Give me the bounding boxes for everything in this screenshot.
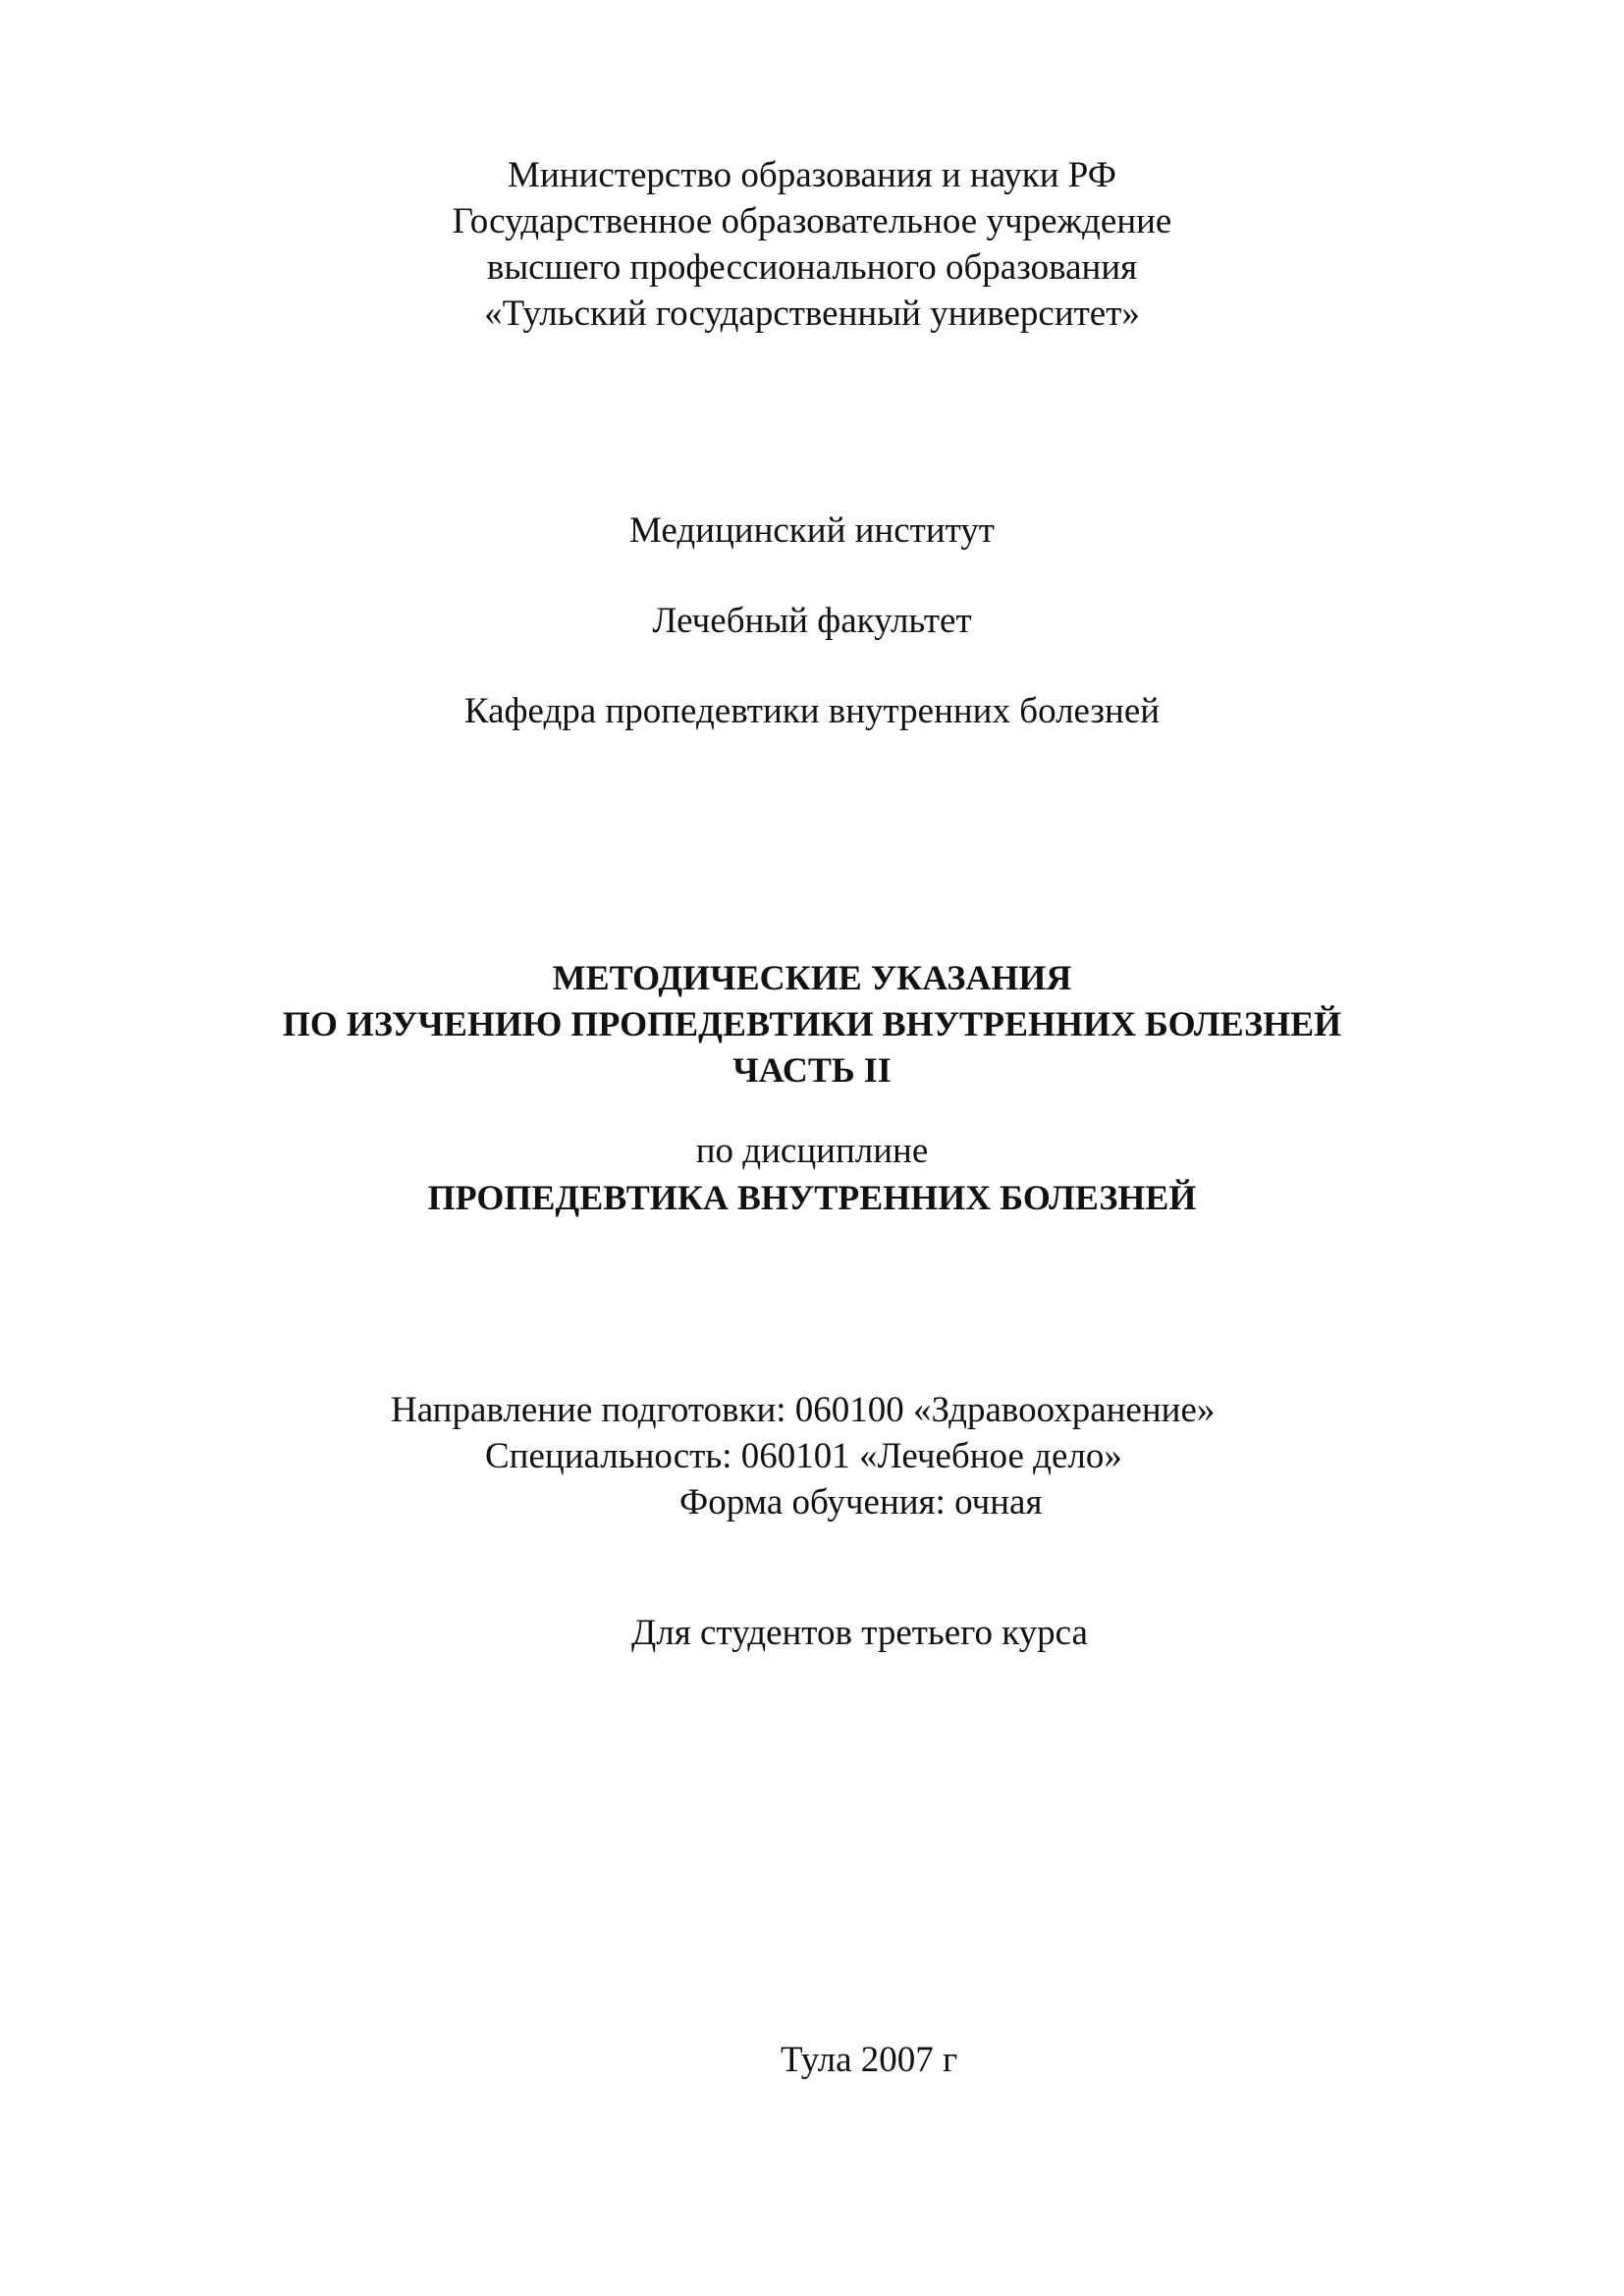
- title-line-2: ПО ИЗУЧЕНИЮ ПРОПЕДЕВТИКИ ВНУТРЕННИХ БОЛЕЗНЕЙ: [282, 1004, 1342, 1043]
- ministry-line: Министерство образования и науки РФ: [508, 155, 1116, 195]
- faculty-name: Лечебный факультет: [652, 601, 972, 641]
- discipline-prefix: по дисциплине: [695, 1131, 929, 1171]
- title-line-1: МЕТОДИЧЕСКИЕ УКАЗАНИЯ: [552, 958, 1072, 997]
- institution-type-line: Государственное образовательное учреждение: [452, 201, 1172, 241]
- department-name: Кафедра пропедевтики внутренних болезней: [463, 691, 1161, 731]
- title-line-3: ЧАСТЬ II: [732, 1050, 892, 1090]
- specialty-line: Специальность: 060101 «Лечебное дело»: [485, 1436, 1122, 1476]
- study-form-line: Форма обучения: очная: [679, 1482, 1043, 1522]
- education-level-line: высшего профессионального образования: [486, 247, 1138, 288]
- institute-name: Медицинский институт: [629, 510, 995, 551]
- audience-line: Для студентов третьего курса: [631, 1613, 1088, 1653]
- direction-line: Направление подготовки: 060100 «Здравоохранение»: [391, 1390, 1216, 1430]
- discipline-name: ПРОПЕДЕВТИКА ВНУТРЕННИХ БОЛЕЗНЕЙ: [427, 1178, 1197, 1217]
- university-name-line: «Тульский государственный университет»: [484, 294, 1140, 334]
- city-year: Тула 2007 г: [781, 2040, 958, 2080]
